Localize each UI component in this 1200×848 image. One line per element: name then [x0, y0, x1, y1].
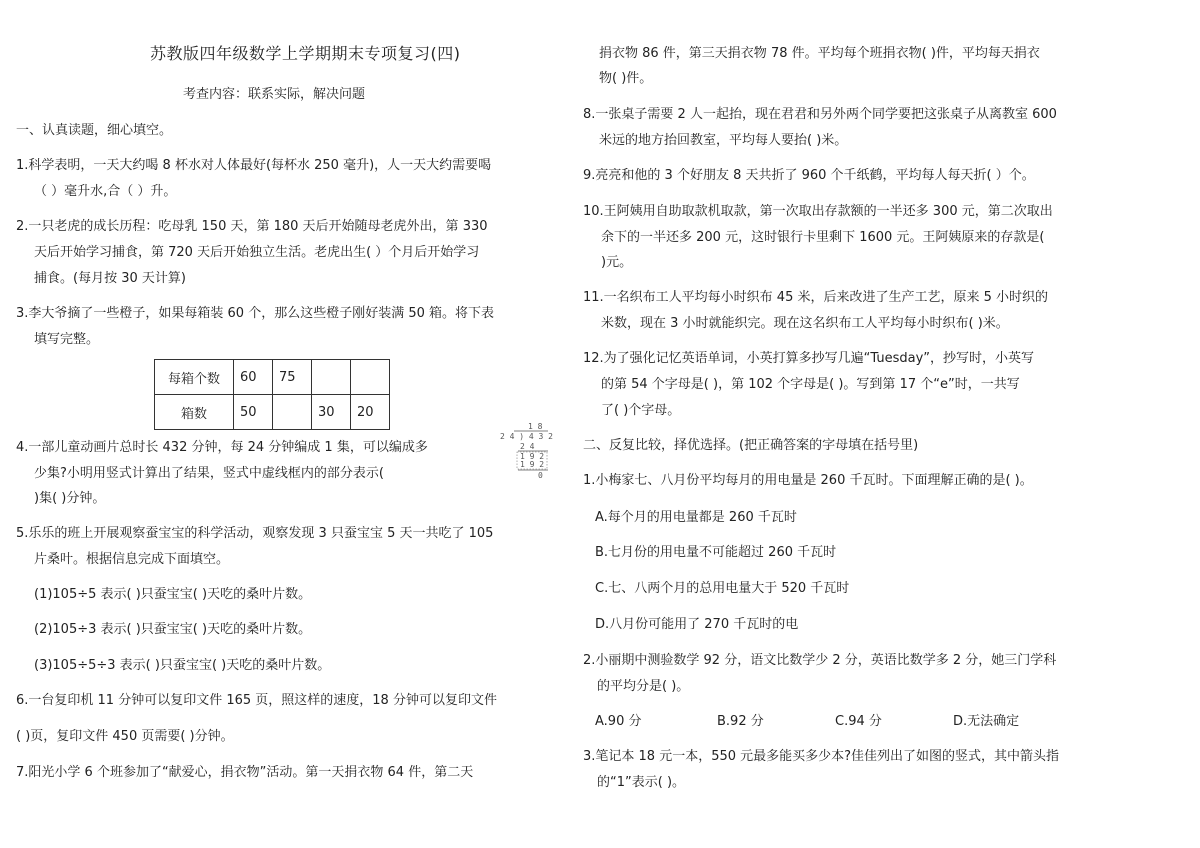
- table-cell: [351, 360, 390, 395]
- table-row: [155, 395, 390, 430]
- section-heading-1: 一、认真读题，细心填空。: [16, 123, 173, 138]
- page-title: 苏教版四年级数学上学期期末专项复习(四): [150, 44, 461, 63]
- question-line: 4.一部儿童动画片总时长 432 分钟，每 24 分钟编成 1 集，可以编成多: [16, 440, 428, 455]
- question-line: 的第 54 个字母是( )，第 102 个字母是( )。写到第 17 个“e”时，一共写: [601, 377, 1020, 392]
- question-line: 9.亮亮和他的 3 个好朋友 8 天共折了 960 个千纸鹤，平均每人每天折( ）个。: [583, 168, 1035, 183]
- question-line: 10.王阿姨用自助取款机取款，第一次取出存款额的一半还多 300 元，第二次取出: [583, 204, 1053, 219]
- long-division-figure: [498, 420, 554, 480]
- table-row: [155, 360, 390, 395]
- question-line: 的平均分是( )。: [597, 679, 690, 694]
- table-cell: 每箱个数: [155, 360, 234, 395]
- question-line: 1.小梅家七、八月份平均每月的用电量是 260 千瓦时。下面理解正确的是( )。: [583, 473, 1033, 488]
- section-heading-2: 二、反复比较，择优选择。(把正确答案的字母填在括号里): [583, 438, 919, 453]
- table-cell: 75: [273, 360, 312, 395]
- calc-step: 2 4: [520, 442, 535, 451]
- orange-box-table: [154, 359, 390, 430]
- choice-option: C.94 分: [835, 714, 882, 729]
- question-line: 物( )件。: [599, 71, 653, 86]
- question-line: )元。: [601, 255, 633, 270]
- calc-divisor-dividend: 2 4 ) 4 3 2: [500, 432, 553, 441]
- question-line: 6.一台复印机 11 分钟可以复印文件 165 页，照这样的速度，18 分钟可以复印文件: [16, 693, 497, 708]
- question-line: (1)105÷5 表示( )只蚕宝宝( )天吃的桑叶片数。: [34, 587, 312, 602]
- choice-option: C.七、八两个月的总用电量大于 520 千瓦时: [595, 581, 850, 596]
- question-line: （ ）毫升水,合（ ）升。: [34, 184, 177, 199]
- question-line: (2)105÷3 表示( )只蚕宝宝( )天吃的桑叶片数。: [34, 622, 312, 637]
- question-line: )集( )分钟。: [34, 491, 106, 506]
- question-line: 捕食。(每月按 30 天计算): [34, 271, 186, 286]
- question-line: 8.一张桌子需要 2 人一起抬，现在君君和另外两个同学要把这张桌子从离教室 600: [583, 107, 1057, 122]
- question-line: 天后开始学习捕食，第 720 天后开始独立生活。老虎出生( ）个月后开始学习: [34, 245, 480, 260]
- table-cell: 箱数: [155, 395, 234, 430]
- calc-step: 1 9 2: [520, 452, 545, 461]
- question-line: 填写完整。: [34, 332, 100, 347]
- question-line: 1.科学表明，一天大约喝 8 杯水对人体最好(每杯水 250 毫升)，人一天大约需要喝: [16, 158, 492, 173]
- choice-option: B.92 分: [717, 714, 764, 729]
- table-cell: 50: [234, 395, 273, 430]
- question-line: 3.李大爷摘了一些橙子，如果每箱装 60 个，那么这些橙子刚好装满 50 箱。将下表: [16, 306, 495, 321]
- question-line: ( )页，复印文件 450 页需要( )分钟。: [16, 729, 234, 744]
- choice-option: D.无法确定: [953, 714, 1020, 729]
- question-line: 米数，现在 3 小时就能织完。现在这名织布工人平均每小时织布( )米。: [601, 316, 1009, 331]
- question-line: (3)105÷5÷3 表示( )只蚕宝宝( )天吃的桑叶片数。: [34, 658, 331, 673]
- table-cell: 30: [312, 395, 351, 430]
- choice-option: A.90 分: [595, 714, 642, 729]
- question-line: 7.阳光小学 6 个班参加了“献爱心，捐衣物”活动。第一天捐衣物 64 件，第二天: [16, 765, 474, 780]
- choice-option: A.每个月的用电量都是 260 千瓦时: [595, 510, 797, 525]
- question-line: 3.笔记本 18 元一本，550 元最多能买多少本?佳佳列出了如图的竖式，其中箭头指: [583, 749, 1060, 764]
- table-cell: [273, 395, 312, 430]
- choice-option: D.八月份可能用了 270 千瓦时的电: [595, 617, 799, 632]
- question-line: 的“1”表示( )。: [597, 775, 686, 790]
- table-cell: [312, 360, 351, 395]
- question-line: 2.小丽期中测验数学 92 分，语文比数学少 2 分，英语比数学多 2 分，她三门学科: [583, 653, 1057, 668]
- question-line: 12.为了强化记忆英语单词，小英打算多抄写几遍“Tuesday”，抄写时，小英写: [583, 351, 1035, 366]
- question-line: 片桑叶。根据信息完成下面填空。: [34, 552, 230, 567]
- question-line: 余下的一半还多 200 元，这时银行卡里剩下 1600 元。王阿姨原来的存款是(: [601, 230, 1045, 245]
- table-cell: 60: [234, 360, 273, 395]
- calc-remainder: 0: [538, 471, 543, 480]
- question-line: 5.乐乐的班上开展观察蚕宝宝的科学活动，观察发现 3 只蚕宝宝 5 天一共吃了 105: [16, 526, 494, 541]
- question-line: 捐衣物 86 件，第三天捐衣物 78 件。平均每个班捐衣物( )件，平均每天捐衣: [599, 46, 1040, 61]
- question-line: 11.一名织布工人平均每小时织布 45 米，后来改进了生产工艺，原来 5 小时织的: [583, 290, 1049, 305]
- question-line: 少集?小明用竖式计算出了结果，竖式中虚线框内的部分表示(: [34, 466, 384, 481]
- page-subtitle: 考查内容：联系实际，解决问题: [183, 87, 366, 102]
- table-cell: 20: [351, 395, 390, 430]
- calc-quotient: 1 8: [528, 422, 543, 431]
- choice-option: B.七月份的用电量不可能超过 260 千瓦时: [595, 545, 837, 560]
- calc-step: 1 9 2: [520, 460, 545, 469]
- question-line: 了( )个字母。: [601, 403, 681, 418]
- question-line: 2.一只老虎的成长历程：吃母乳 150 天，第 180 天后开始随母老虎外出，第 330: [16, 219, 488, 234]
- question-line: 米远的地方抬回教室，平均每人要抬( )米。: [599, 133, 848, 148]
